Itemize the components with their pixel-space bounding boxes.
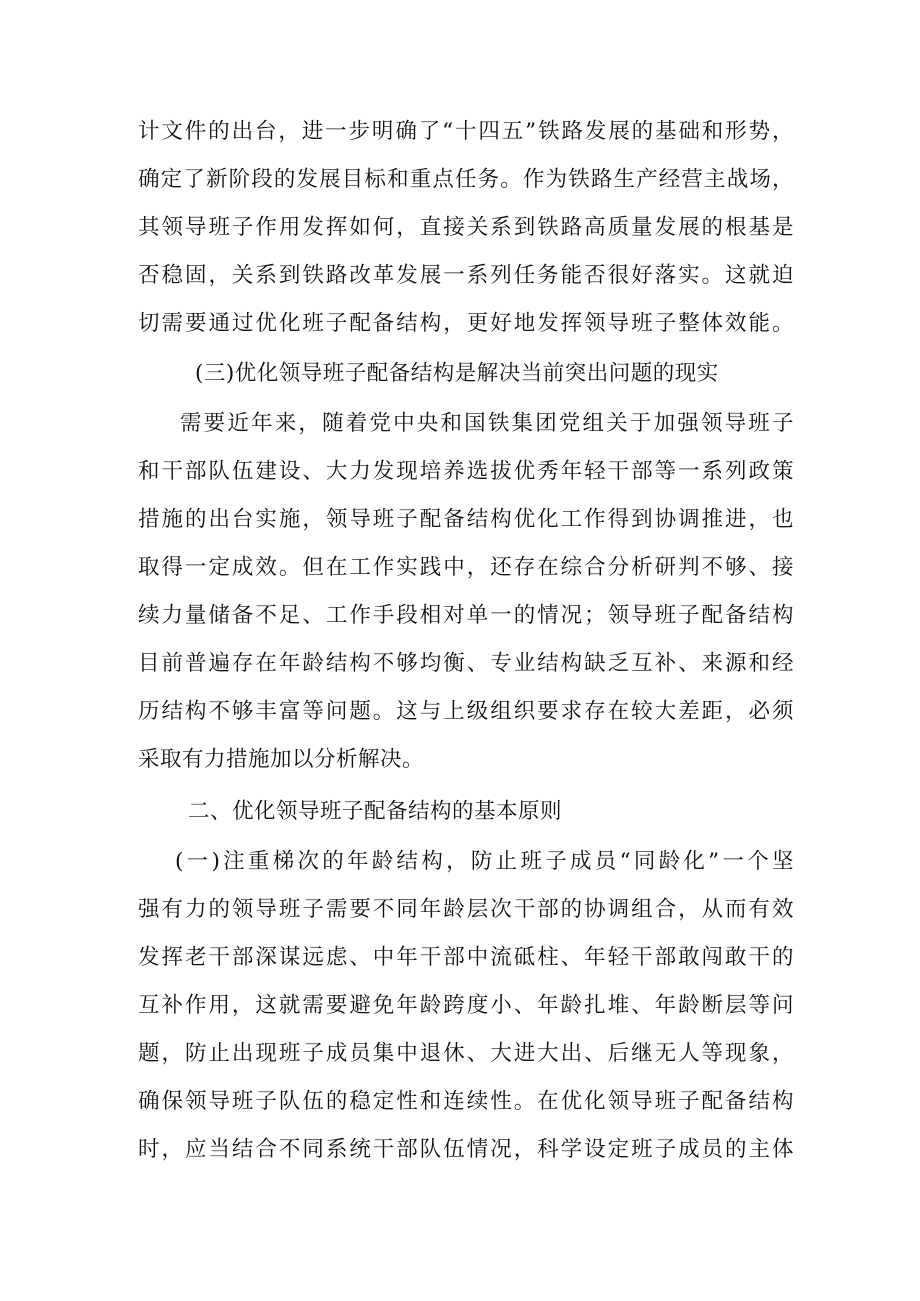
body-text-line: 确保领导班子队伍的稳定性和连续性。在优化领导班子配备结构 — [138, 1089, 794, 1114]
body-text-line: 需要近年来，随着党中央和国铁集团党组关于加强领导班子 — [180, 411, 794, 436]
body-text-line: 取得一定成效。但在工作实践中，还存在综合分析研判不够、接 — [138, 555, 794, 580]
body-text-line: 目前普遍存在年龄结构不够均衡、专业结构缺乏互补、来源和经 — [138, 651, 794, 676]
body-text-line: 否稳固，关系到铁路改革发展一系列任务能否很好落实。这就迫 — [138, 263, 794, 288]
body-text-line: 确定了新阶段的发展目标和重点任务。作为铁路生产经营主战场， — [138, 167, 794, 192]
body-text-line: 和干部队伍建设、大力发现培养选拔优秀年轻干部等一系列政策 — [138, 459, 794, 484]
section-heading: (三)优化领导班子配备结构是解决当前突出问题的现实 — [195, 361, 719, 386]
subsection-heading: (一)注重梯次的年龄结构，防止班子成员“同龄化”一个坚 — [175, 849, 794, 874]
body-text-line: 切需要通过优化班子配备结构，更好地发挥领导班子整体效能。 — [138, 311, 794, 336]
body-text-line: 措施的出台实施，领导班子配备结构优化工作得到协调推进，也 — [138, 507, 794, 532]
body-text-line: 历结构不够丰富等问题。这与上级组织要求存在较大差距，必须 — [138, 699, 794, 724]
chapter-heading: 二、优化领导班子配备结构的基本原则 — [188, 799, 563, 824]
body-text-line: 其领导班子作用发挥如何，直接关系到铁路高质量发展的根基是 — [138, 215, 794, 240]
body-text-line: 发挥老干部深谋远虑、中年干部中流砥柱、年轻干部敢闯敢干的 — [138, 945, 794, 970]
body-text-line: 题，防止出现班子成员集中退休、大进大出、后继无人等现象， — [138, 1041, 794, 1066]
body-text-line: 互补作用，这就需要避免年龄跨度小、年龄扎堆、年龄断层等问 — [138, 993, 794, 1018]
body-text-line: 计文件的出台，进一步明确了“十四五”铁路发展的基础和形势， — [138, 119, 794, 144]
body-text-line: 强有力的领导班子需要不同年龄层次干部的协调组合，从而有效 — [138, 897, 794, 922]
body-text-line: 采取有力措施加以分析解决。 — [138, 747, 425, 772]
body-text-line: 时，应当结合不同系统干部队伍情况，科学设定班子成员的主体 — [138, 1137, 794, 1162]
body-text-line: 续力量储备不足、工作手段相对单一的情况；领导班子配备结构 — [138, 603, 794, 628]
